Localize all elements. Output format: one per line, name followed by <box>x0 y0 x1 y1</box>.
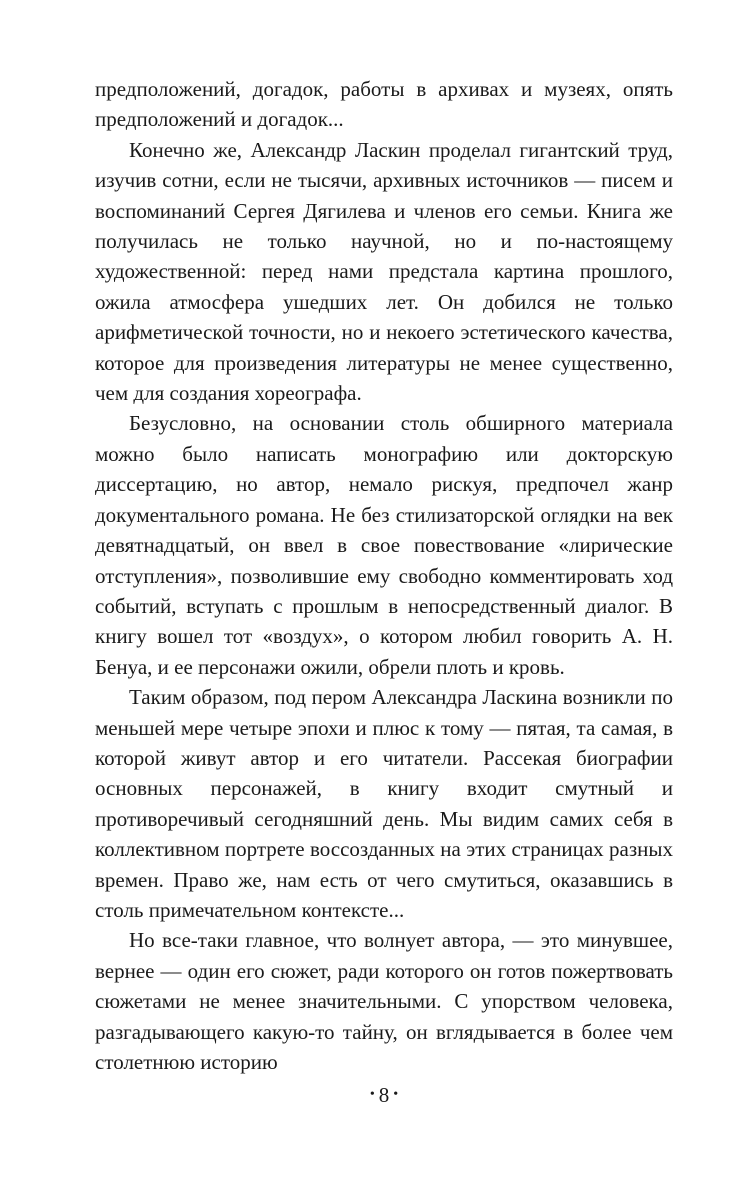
page-number: 8 <box>378 1083 390 1107</box>
page-number-dot-right: • <box>393 1087 399 1103</box>
page-number-footer <box>95 1083 673 1108</box>
paragraph-5: Но все-таки главное, что волнует автора, — это минувшее, вернее — один его сюжет, ради которого он готов пожертвовать сюжетами не менее значительными. С упорством человека, разгадывающего какую-то тайну, он вглядывается в более чем столетнюю историю <box>95 928 673 1074</box>
page-number-dot-left: • <box>369 1087 375 1103</box>
paragraph-3: Безусловно, на основании столь обширного материала можно было написать монографию или докторскую диссертацию, но автор, немало рискуя, предпочел жанр документального романа. Не без стилизаторской оглядки на век девятнадцатый, он ввел в свое повествование «лирические отступления», позволившие ему свободно комментировать ход событий, вступать с прошлым в непосредственный диалог. В книгу вошел тот «воздух», о котором любил говорить А. Н. Бенуа, и ее персонажи ожили, обрели плоть и кровь. <box>95 411 673 679</box>
book-page <box>95 0 673 1182</box>
paragraph-1: предположений, догадок, работы в архивах и музеях, опять предположений и догадок... <box>95 77 673 132</box>
body-text <box>95 74 673 1077</box>
paragraph-2: Конечно же, Александр Ласкин проделал гигантский труд, изучив сотни, если не тысячи, архивных источников — писем и воспоминаний Сергея Дягилева и членов его семьи. Книга же получилась не только научной, но и по-настоящему художественной: перед нами предстала картина прошлого, ожила атмосфера ушедших лет. Он добился не только арифметической точности, но и некоего эстетического качества, которое для произведения литературы не менее существенно, чем для создания хореографа. <box>95 137 673 406</box>
paragraph-4: Таким образом, под пером Александра Ласкина возникли по меньшей мере четыре эпохи и плюс к тому — пятая, та самая, в которой живут автор и его читатели. Рассекая биографии основных персонажей, в книгу входит смутный и противоречивый сегодняшний день. Мы видим самих себя в коллективном портрете воссозданных на этих страницах разных времен. Право же, нам есть от чего смутиться, оказавшись в столь примечательном контексте... <box>95 685 673 922</box>
